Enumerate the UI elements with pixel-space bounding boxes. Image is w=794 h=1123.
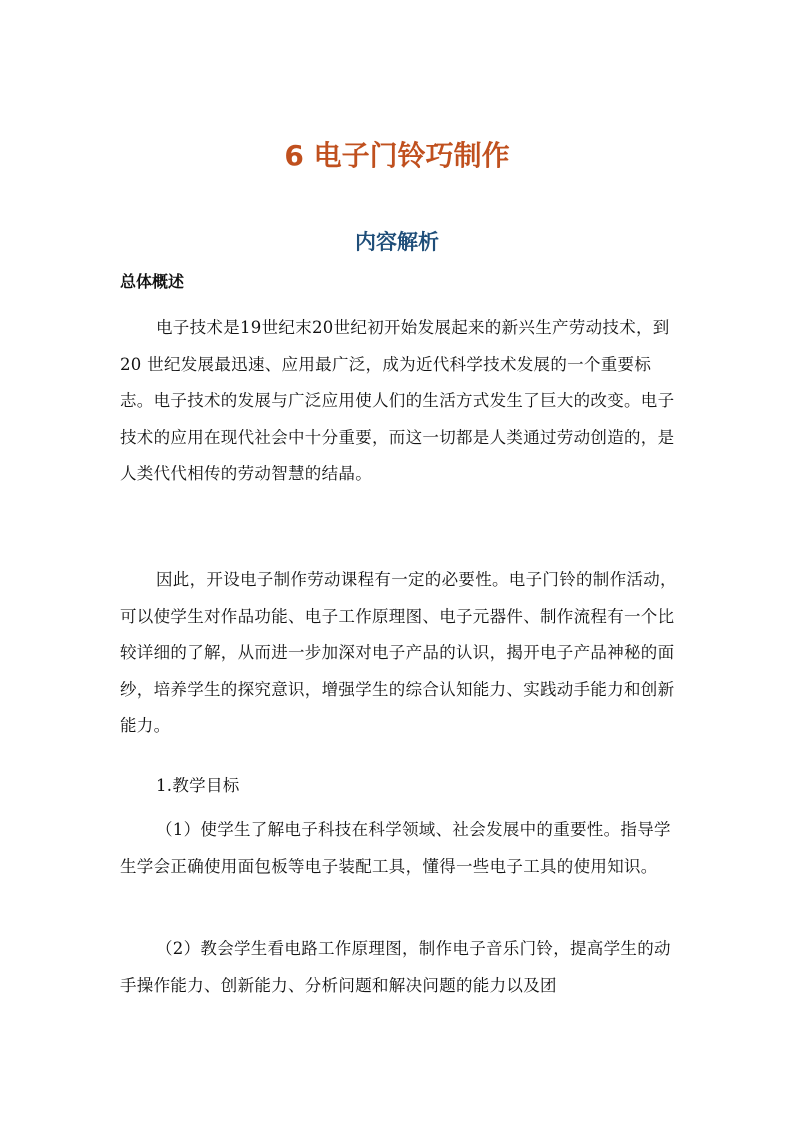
document-title: 6 电子门铃巧制作 bbox=[284, 139, 510, 172]
body-paragraph: （1）使学生了解电子科技在科学领域、社会发展中的重要性。指导学生学会正确使用面包板等电子装配工具，懂得一些电子工具的使用知识。 bbox=[120, 820, 671, 876]
list-heading: 1.教学目标 bbox=[156, 776, 240, 795]
body-paragraph: 因此，开设电子制作劳动课程有一定的必要性。电子门铃的制作活动，可以使学生对作品功能、电子工作原理图、电子元器件、制作流程有一个比较详细的了解，从而进一步加深对电子产品的认识，揭开电子产品神秘的面纱，培养学生的探究意识，增强学生的综合认知能力、实践动手能力和创新能力。 bbox=[120, 570, 677, 735]
body-paragraph: 电子技术是19世纪末20世纪初开始发展起来的新兴生产劳动技术，到20 世纪发展最迅速、应用最广泛，成为近代科学技术发展的一个重要标志。电子技术的发展与广泛应用使人们的生活方式发生了巨大的改变。电子技术的应用在现代社会中十分重要，而这一切都是人类通过劳动创造的，是人类代代相传的劳动智慧的结晶。 bbox=[120, 318, 675, 483]
section-subtitle: 内容解析 bbox=[355, 230, 439, 254]
section-heading: 总体概述 bbox=[120, 272, 185, 291]
body-paragraph: （2）教会学生看电路工作原理图，制作电子音乐门铃，提高学生的动手操作能力、创新能力、分析问题和解决问题的能力以及团 bbox=[120, 939, 671, 995]
